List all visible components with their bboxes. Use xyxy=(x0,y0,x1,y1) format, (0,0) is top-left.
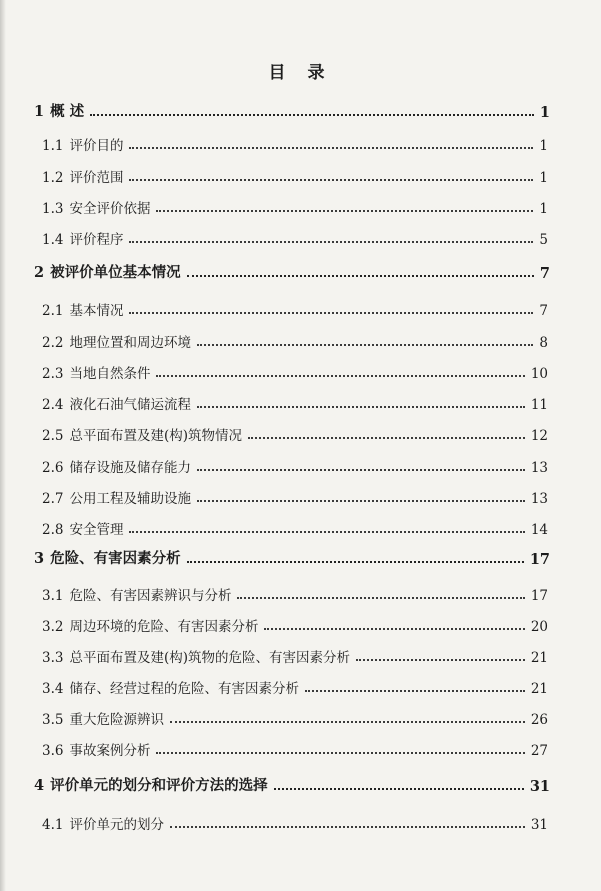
toc-chapter-row[interactable] xyxy=(0,258,601,282)
toc-section-row[interactable] xyxy=(0,162,601,186)
toc-chapter-row[interactable] xyxy=(0,544,601,568)
toc-entry-label xyxy=(42,424,242,444)
toc-entry-title: 评价目的 xyxy=(69,138,124,154)
toc-page-number: 14 xyxy=(530,522,548,538)
toc-entry-title: 总平面布置及建(构)筑物情况 xyxy=(69,428,243,444)
dot-leader xyxy=(170,721,525,723)
toc-entry-title: 周边环境的危险、有害因素分析 xyxy=(69,619,259,635)
toc-entry-label xyxy=(34,774,268,795)
dot-leader xyxy=(197,344,533,346)
toc-entry-number: 1.3 xyxy=(42,201,64,217)
toc-page-number: 12 xyxy=(530,428,548,444)
toc-chapter-row[interactable] xyxy=(0,97,601,121)
toc-entry-label xyxy=(42,362,150,382)
dot-leader xyxy=(274,788,524,790)
toc-page-number: 26 xyxy=(530,712,548,728)
dot-leader xyxy=(156,210,533,212)
dot-leader xyxy=(356,659,525,661)
dot-leader xyxy=(237,597,524,599)
toc-page-number: 31 xyxy=(529,778,550,795)
toc-entry-label xyxy=(34,261,181,282)
toc-entry-title: 评价单元的划分和评价方法的选择 xyxy=(50,777,268,794)
toc-entry-title: 危险、有害因素辨识与分析 xyxy=(69,588,232,604)
dot-leader xyxy=(156,752,524,754)
toc-entry-label xyxy=(42,615,258,635)
toc-section-row[interactable] xyxy=(0,295,601,319)
toc-entry-title: 事故案例分析 xyxy=(69,743,151,759)
dot-leader xyxy=(197,500,525,502)
toc-entry-label xyxy=(42,708,164,728)
dot-leader xyxy=(90,114,534,116)
toc-entry-number: 2.4 xyxy=(42,397,64,413)
toc-section-row[interactable] xyxy=(0,673,601,697)
toc-entry-label xyxy=(42,228,123,248)
toc-entry-label xyxy=(42,813,164,833)
toc-entry-number: 3.4 xyxy=(42,681,64,697)
toc-entry-label xyxy=(42,518,123,538)
toc-entry-label xyxy=(42,166,123,186)
toc-section-row[interactable] xyxy=(0,514,601,538)
toc-entry-number: 4.1 xyxy=(42,817,64,833)
toc-page-number: 1 xyxy=(539,201,548,217)
toc-section-row[interactable] xyxy=(0,642,601,666)
toc-entry-label xyxy=(42,331,191,351)
toc-entry-number: 2 xyxy=(34,264,45,281)
dot-leader xyxy=(248,437,525,439)
toc-entry-number: 2.2 xyxy=(42,335,64,351)
toc-entry-label xyxy=(42,677,299,697)
toc-entry-title: 重大危险源辨识 xyxy=(69,712,164,728)
toc-chapter-row[interactable] xyxy=(0,771,601,795)
toc-page-number: 5 xyxy=(539,232,548,248)
toc-page-number: 27 xyxy=(530,743,548,759)
toc-section-row[interactable] xyxy=(0,130,601,154)
toc-entry-title: 安全评价依据 xyxy=(69,201,151,217)
toc-section-row[interactable] xyxy=(0,452,601,476)
toc-entry-number: 3.3 xyxy=(42,650,64,666)
toc-entry-title: 被评价单位基本情况 xyxy=(50,264,181,281)
dot-leader xyxy=(197,469,525,471)
toc-entry-title: 液化石油气储运流程 xyxy=(69,397,191,413)
toc-entry-label xyxy=(42,299,123,319)
toc-entry-number: 2.3 xyxy=(42,366,64,382)
toc-section-row[interactable] xyxy=(0,483,601,507)
toc-entry-number: 4 xyxy=(34,777,45,794)
toc-page-number: 1 xyxy=(539,170,548,186)
dot-leader xyxy=(129,312,533,314)
toc-entry-number: 1 xyxy=(34,103,45,120)
toc-entry-title: 危险、有害因素分析 xyxy=(50,550,181,567)
toc-page-number: 21 xyxy=(530,681,548,697)
toc-entry-title: 评价范围 xyxy=(69,170,124,186)
dot-leader xyxy=(170,826,525,828)
toc-entry-label xyxy=(42,197,150,217)
dot-leader xyxy=(187,275,534,277)
toc-section-row[interactable] xyxy=(0,735,601,759)
toc-section-row[interactable] xyxy=(0,580,601,604)
toc-entry-title: 评价单元的划分 xyxy=(69,817,164,833)
toc-section-row[interactable] xyxy=(0,420,601,444)
toc-page-number: 10 xyxy=(530,366,548,382)
dot-leader xyxy=(156,375,524,377)
toc-section-row[interactable] xyxy=(0,389,601,413)
toc-section-row[interactable] xyxy=(0,611,601,635)
toc-entry-number: 3.1 xyxy=(42,588,64,604)
toc-entry-title: 储存设施及储存能力 xyxy=(69,460,191,476)
toc-page-number: 7 xyxy=(539,303,548,319)
toc-entry-label xyxy=(42,134,123,154)
toc-page-number: 17 xyxy=(530,588,548,604)
toc-entry-number: 1.1 xyxy=(42,138,64,154)
toc-page-number: 21 xyxy=(530,650,548,666)
dot-leader xyxy=(187,561,524,563)
toc-entry-number: 3.6 xyxy=(42,743,64,759)
toc-page-number: 1 xyxy=(539,138,548,154)
toc-section-row[interactable] xyxy=(0,358,601,382)
toc-entry-title: 安全管理 xyxy=(69,522,124,538)
toc-entry-label xyxy=(42,739,150,759)
toc-entry-label xyxy=(42,584,231,604)
toc-page-number: 20 xyxy=(530,619,548,635)
toc-entry-title: 评价程序 xyxy=(69,232,124,248)
toc-section-row[interactable] xyxy=(0,809,601,833)
toc-entry-label xyxy=(42,487,191,507)
toc-entry-title: 公用工程及辅助设施 xyxy=(69,491,191,507)
dot-leader xyxy=(129,179,533,181)
toc-entry-title: 总平面布置及建(构)筑物的危险、有害因素分析 xyxy=(69,650,351,666)
page-title: 目 录 xyxy=(268,63,333,83)
toc-page-number: 13 xyxy=(530,460,548,476)
toc-entry-number: 3.5 xyxy=(42,712,64,728)
toc-entry-title: 地理位置和周边环境 xyxy=(69,335,191,351)
toc-entry-label xyxy=(42,646,350,666)
toc-entry-number: 2.8 xyxy=(42,522,64,538)
toc-entry-title: 概 述 xyxy=(50,103,85,120)
toc-entry-number: 2.7 xyxy=(42,491,64,507)
dot-leader xyxy=(264,628,524,630)
toc-section-row[interactable] xyxy=(0,704,601,728)
toc-entry-number: 2.1 xyxy=(42,303,64,319)
toc-entry-label xyxy=(42,393,191,413)
toc-entry-number: 1.2 xyxy=(42,170,64,186)
dot-leader xyxy=(129,241,533,243)
toc-entry-label xyxy=(42,456,191,476)
toc-page-number: 13 xyxy=(530,491,548,507)
toc-entry-label xyxy=(34,100,84,121)
toc-page-number: 31 xyxy=(530,817,548,833)
toc-section-row[interactable] xyxy=(0,224,601,248)
toc-entry-title: 基本情况 xyxy=(69,303,124,319)
toc-section-row[interactable] xyxy=(0,327,601,351)
toc-entry-number: 2.5 xyxy=(42,428,64,444)
toc-page-number: 11 xyxy=(530,397,548,413)
toc-entry-title: 当地自然条件 xyxy=(69,366,151,382)
toc-page-number: 17 xyxy=(529,551,550,568)
dot-leader xyxy=(129,147,533,149)
toc-entry-number: 3 xyxy=(34,550,45,567)
dot-leader xyxy=(197,406,525,408)
toc-section-row[interactable] xyxy=(0,193,601,217)
toc-entry-number: 2.6 xyxy=(42,460,64,476)
dot-leader xyxy=(129,531,524,533)
toc-page-number: 8 xyxy=(539,335,548,351)
toc-entry-number: 3.2 xyxy=(42,619,64,635)
toc-entry-label xyxy=(34,547,181,568)
toc-entry-number: 1.4 xyxy=(42,232,64,248)
dot-leader xyxy=(305,690,525,692)
toc-page-number: 1 xyxy=(539,104,550,121)
toc-page-number: 7 xyxy=(539,265,550,282)
toc-entry-title: 储存、经营过程的危险、有害因素分析 xyxy=(69,681,299,697)
